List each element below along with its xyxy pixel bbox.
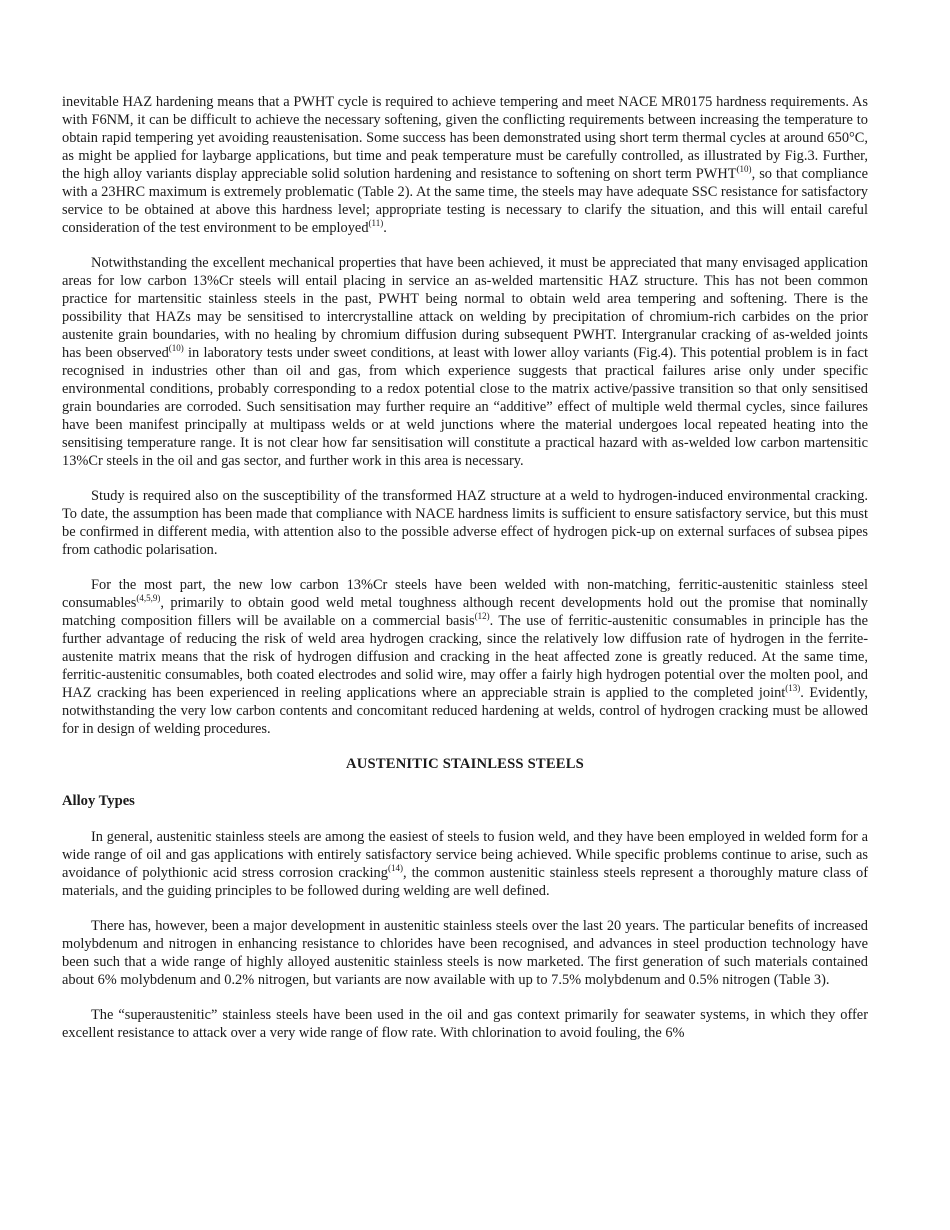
citation-superscript: (10) [736,164,752,175]
citation-superscript: (14) [387,863,403,874]
text-run: In general, austenitic stainless steels are among the easiest of steels to fusion weld, and they have been employed in welded form for a wide range of oil and gas applications with entirely satisfactory service being achieved. While specific problems continue to arise, such as avoidance of polythionic acid stress corrosion cracking [62,829,868,881]
paragraph-consumables [62,576,868,738]
citation-superscript: (13) [785,683,801,694]
paragraph-austenitic-general [62,828,868,900]
text-run: inevitable HAZ hardening means that a PWHT cycle is required to achieve tempering and meet NACE MR0175 hardness requirements. As with F6NM, it can be difficult to achieve the necessary softening, given the conflicting requirements between increasing the temperature to obtain rapid tempering yet avoiding reaustenisation. Some success has been demonstrated using short term thermal cycles at around 650°C, as might be applied for laybarge applications, but time and peak temperature must be carefully controlled, as illustrated by Fig.3. Further, the high alloy variants display appreciable solid solution hardening and resistance to softening on short term PWHT [62,94,868,182]
paragraph-haz-hardening [62,93,868,237]
text-run: There has, however, been a major development in austenitic stainless steels over the last 20 years. The particular benefits of increased molybdenum and nitrogen in enhancing resistance to chlorides have been recognised, and advances in steel production technology have been such that a wide range of highly alloyed austenitic stainless steels is now marketed. The first generation of such materials contained about 6% molybdenum and 0.2% nitrogen, but variants are now available with up to 7.5% molybdenum and 0.5% nitrogen (Table 3). [62,918,868,988]
paragraph-superaustenitic-development [62,917,868,989]
text-run: , so that compliance with a 23HRC maximum is extremely problematic (Table 2). At the same time, the steels may have adequate SSC resistance for satisfactory service to be obtained at above this hardness level; appropriate testing is necessary to clarify the situation, and this will entail careful consideration of the test environment to be employed [62,166,868,236]
paragraph-sensitisation [62,254,868,470]
section-heading: AUSTENITIC STAINLESS STEELS [346,756,584,772]
citation-superscript: (11) [368,218,384,229]
paragraph-seawater-systems [62,1006,868,1042]
document-page [62,93,868,1059]
text-run: Notwithstanding the excellent mechanical properties that have been achieved, it must be appreciated that many envisaged application areas for low carbon 13%Cr steels will entail placing in service an as-welded martensitic HAZ structure. This has not been common practice for martensitic stainless steels in the past, PWHT being normal to obtain weld area tempering and softening. There is the possibility that HAZs may be sensitised to intercrystalline attack on welding by precipitation of chromium-rich carbides on the prior austenite grain boundaries, with no healing by chromium diffusion during subsequent PWHT. Intergranular cracking of as-welded joints has been observed [62,255,868,361]
text-run: , primarily to obtain good weld metal toughness although recent developments hold out the promise that nominally matching composition fillers will be available on a commercial basis [62,595,868,629]
text-run: . Evidently, notwithstanding the very low carbon contents and concomitant reduced hardening at welds, control of hydrogen cracking must be allowed for in design of welding procedures. [62,685,868,737]
citation-superscript: (12) [474,611,490,622]
text-run: . [383,220,387,236]
paragraph-hydrogen-cracking-study [62,487,868,559]
text-run: . The use of ferritic-austenitic consumables in principle has the further advantage of reducing the risk of weld area hydrogen cracking, since the relatively low diffusion rate of hydrogen in the ferrite-austenite matrix means that the risk of hydrogen diffusion and cracking in the heat affected zone is greatly reduced. At the same time, ferritic-austenitic consumables, both coated electrodes and solid wire, may offer a fairly high hydrogen potential over the molten pool, and HAZ cracking has been experienced in reeling applications where an appreciable strain is applied to the completed joint [62,613,868,701]
text-run: in laboratory tests under sweet conditions, at least with lower alloy variants (Fig.4). This potential problem is in fact recognised in industries other than oil and gas, from which experience suggests that practical failures arise only under specific environmental conditions, probably corresponding to a redox potential close to the matrix active/passive transition so that only sensitised grain boundaries are corroded. Such sensitisation may further require an “additive” effect of multiple weld thermal cycles, since failures have been manifest principally at multipass welds or at weld junctions where the material undergoes local repeated heating into the sensitising temperature range. It is not clear how far sensitisation will constitute a practical hazard with as-welded low carbon martensitic 13%Cr steels in the oil and gas sector, and further work in this area is necessary. [62,345,868,469]
text-run: For the most part, the new low carbon 13%Cr steels have been welded with non-matching, ferritic-austenitic stainless steel consumables [62,577,868,611]
citation-superscript: (10) [168,343,184,354]
citation-superscript: (4,5,9) [136,593,161,604]
text-run: Study is required also on the susceptibility of the transformed HAZ structure at a weld to hydrogen-induced environmental cracking. To date, the assumption has been made that compliance with NACE hardness limits is sufficient to ensure satisfactory service, but this must be confirmed in different media, with attention also to the possible adverse effect of hydrogen pick-up on external surfaces of subsea pipes from cathodic polarisation. [62,488,868,558]
text-run: The “superaustenitic” stainless steels have been used in the oil and gas context primarily for seawater systems, in which they offer excellent resistance to attack over a very wide range of flow rate. With chlorination to avoid fouling, the 6% [62,1007,868,1041]
subsection-heading: Alloy Types [62,793,135,809]
text-run: , the common austenitic stainless steels represent a thoroughly mature class of materials, and the guiding principles to be followed during welding are well defined. [62,865,869,899]
